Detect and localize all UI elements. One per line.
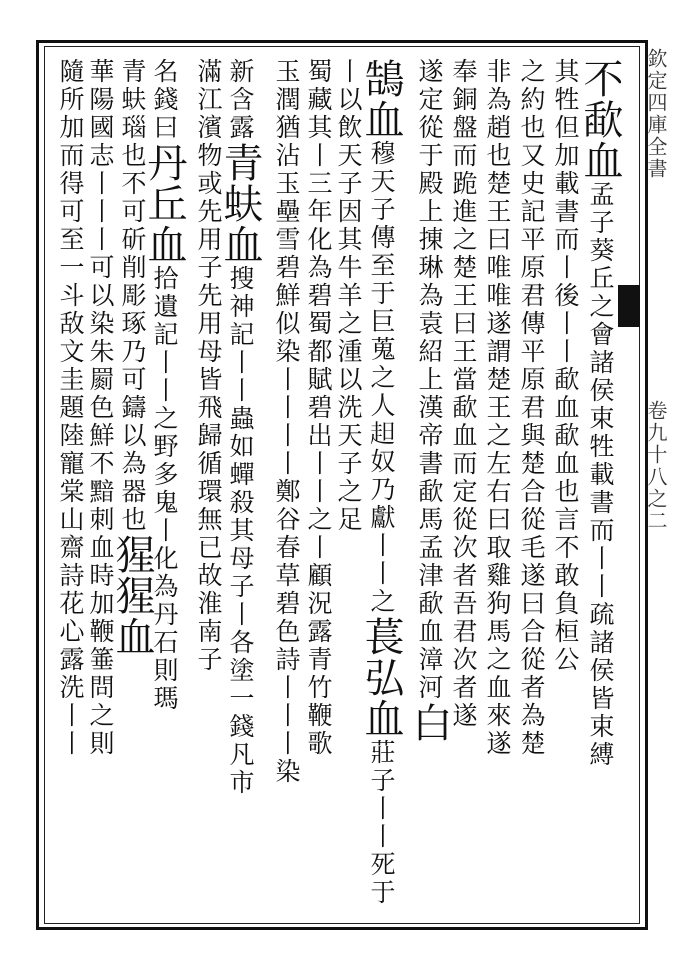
text-column-16: [52, 58, 88, 758]
entry-heading: 白: [406, 702, 452, 743]
entry-text: 之約也又史記平原君傳平原君與楚合從毛遂曰合從者為楚: [517, 58, 546, 758]
entry-text: 瑙也不可斫削彫琢乃可鑄以為器也: [118, 114, 147, 534]
entry-text: 隨所加而得可至一斗敌文圭題陸寵棠山齋詩花心露洗丨丨: [56, 58, 85, 758]
text-column-1: [577, 58, 623, 769]
entry-heading: 不歃血: [577, 58, 623, 181]
entry-text: 丨以飲天子因其牛羊之湩以洗天子之足: [334, 58, 363, 534]
entry-heading: 鵠血: [358, 58, 404, 140]
entry-text: 其牲但加載書而丨後丨丨歃血歃血也言不敢負桓公: [551, 58, 580, 674]
text-column-9: [300, 58, 336, 758]
text-column-6: [406, 58, 452, 743]
entry-text: 華陽國志丨丨丨可以染朱罽色鮮不黯刺血時加鞭箠問之則: [86, 58, 115, 758]
text-column-10: [268, 58, 304, 786]
entry-text: 名錢曰: [150, 58, 179, 142]
text-column-12: [190, 58, 226, 674]
margin-book-title: 欽定四庫全書: [644, 48, 668, 180]
text-column-5: [445, 58, 481, 730]
text-column-2: [547, 58, 583, 674]
entry-text: 拾遺記丨丨之野多鬼丨化為丹石則瑪: [150, 265, 179, 713]
entry-heading: 丹丘血: [141, 142, 187, 265]
entry-text: 新含露: [226, 58, 255, 142]
entry-text: 滿江濱: [194, 58, 223, 142]
text-column-11: [217, 58, 263, 797]
entry-text: 蜀藏其丨三年化為碧蜀都賦碧出丨丨之丨顧況露青竹鞭歌: [304, 58, 333, 758]
text-column-4: [479, 58, 515, 758]
entry-text: 青蚨: [118, 58, 147, 114]
fish-tail-mark: [618, 285, 640, 327]
margin-volume-label: 卷九十八之二: [644, 400, 668, 532]
entry-text: 物或先用子先用母皆飛歸循環無已故淮南子: [194, 142, 223, 674]
entry-text: 搜神記丨丨蟲如蟬殺其母子丨各塗一錢凡市: [226, 265, 255, 797]
text-column-7: [358, 58, 404, 907]
entry-text: 非為趙也楚王曰唯唯遂謂楚王之左右曰取雞狗馬之血來遂: [483, 58, 512, 758]
entry-text: 奉銅盤而跪進之楚王曰王當歃血而定從次者吾君次者遂: [449, 58, 478, 730]
text-column-14: [109, 58, 155, 657]
entry-heading: 萇弘血: [358, 616, 404, 739]
entry-text: 遂定從于殿上㨂琳為袁紹上漢帝書歃馬孟津歃血漳河: [415, 58, 444, 702]
text-column-3: [513, 58, 549, 758]
entry-heading: 猩猩血: [109, 534, 155, 657]
entry-heading: 青蚨血: [217, 142, 263, 265]
entry-text: 莊子丨丨死于: [367, 739, 396, 907]
entry-text: 孟子葵丘之會諸侯束牲載書而丨丨疏諸侯皆束縛: [586, 181, 615, 769]
entry-text: 穆天子傳至于巨蒐之人𧺝奴乃獻丨丨之: [367, 140, 396, 616]
entry-text: 玉潤猶沾玉壘雪碧鮮似染丨丨丨丨鄭谷春草碧色詩丨丨丨染: [272, 58, 301, 786]
